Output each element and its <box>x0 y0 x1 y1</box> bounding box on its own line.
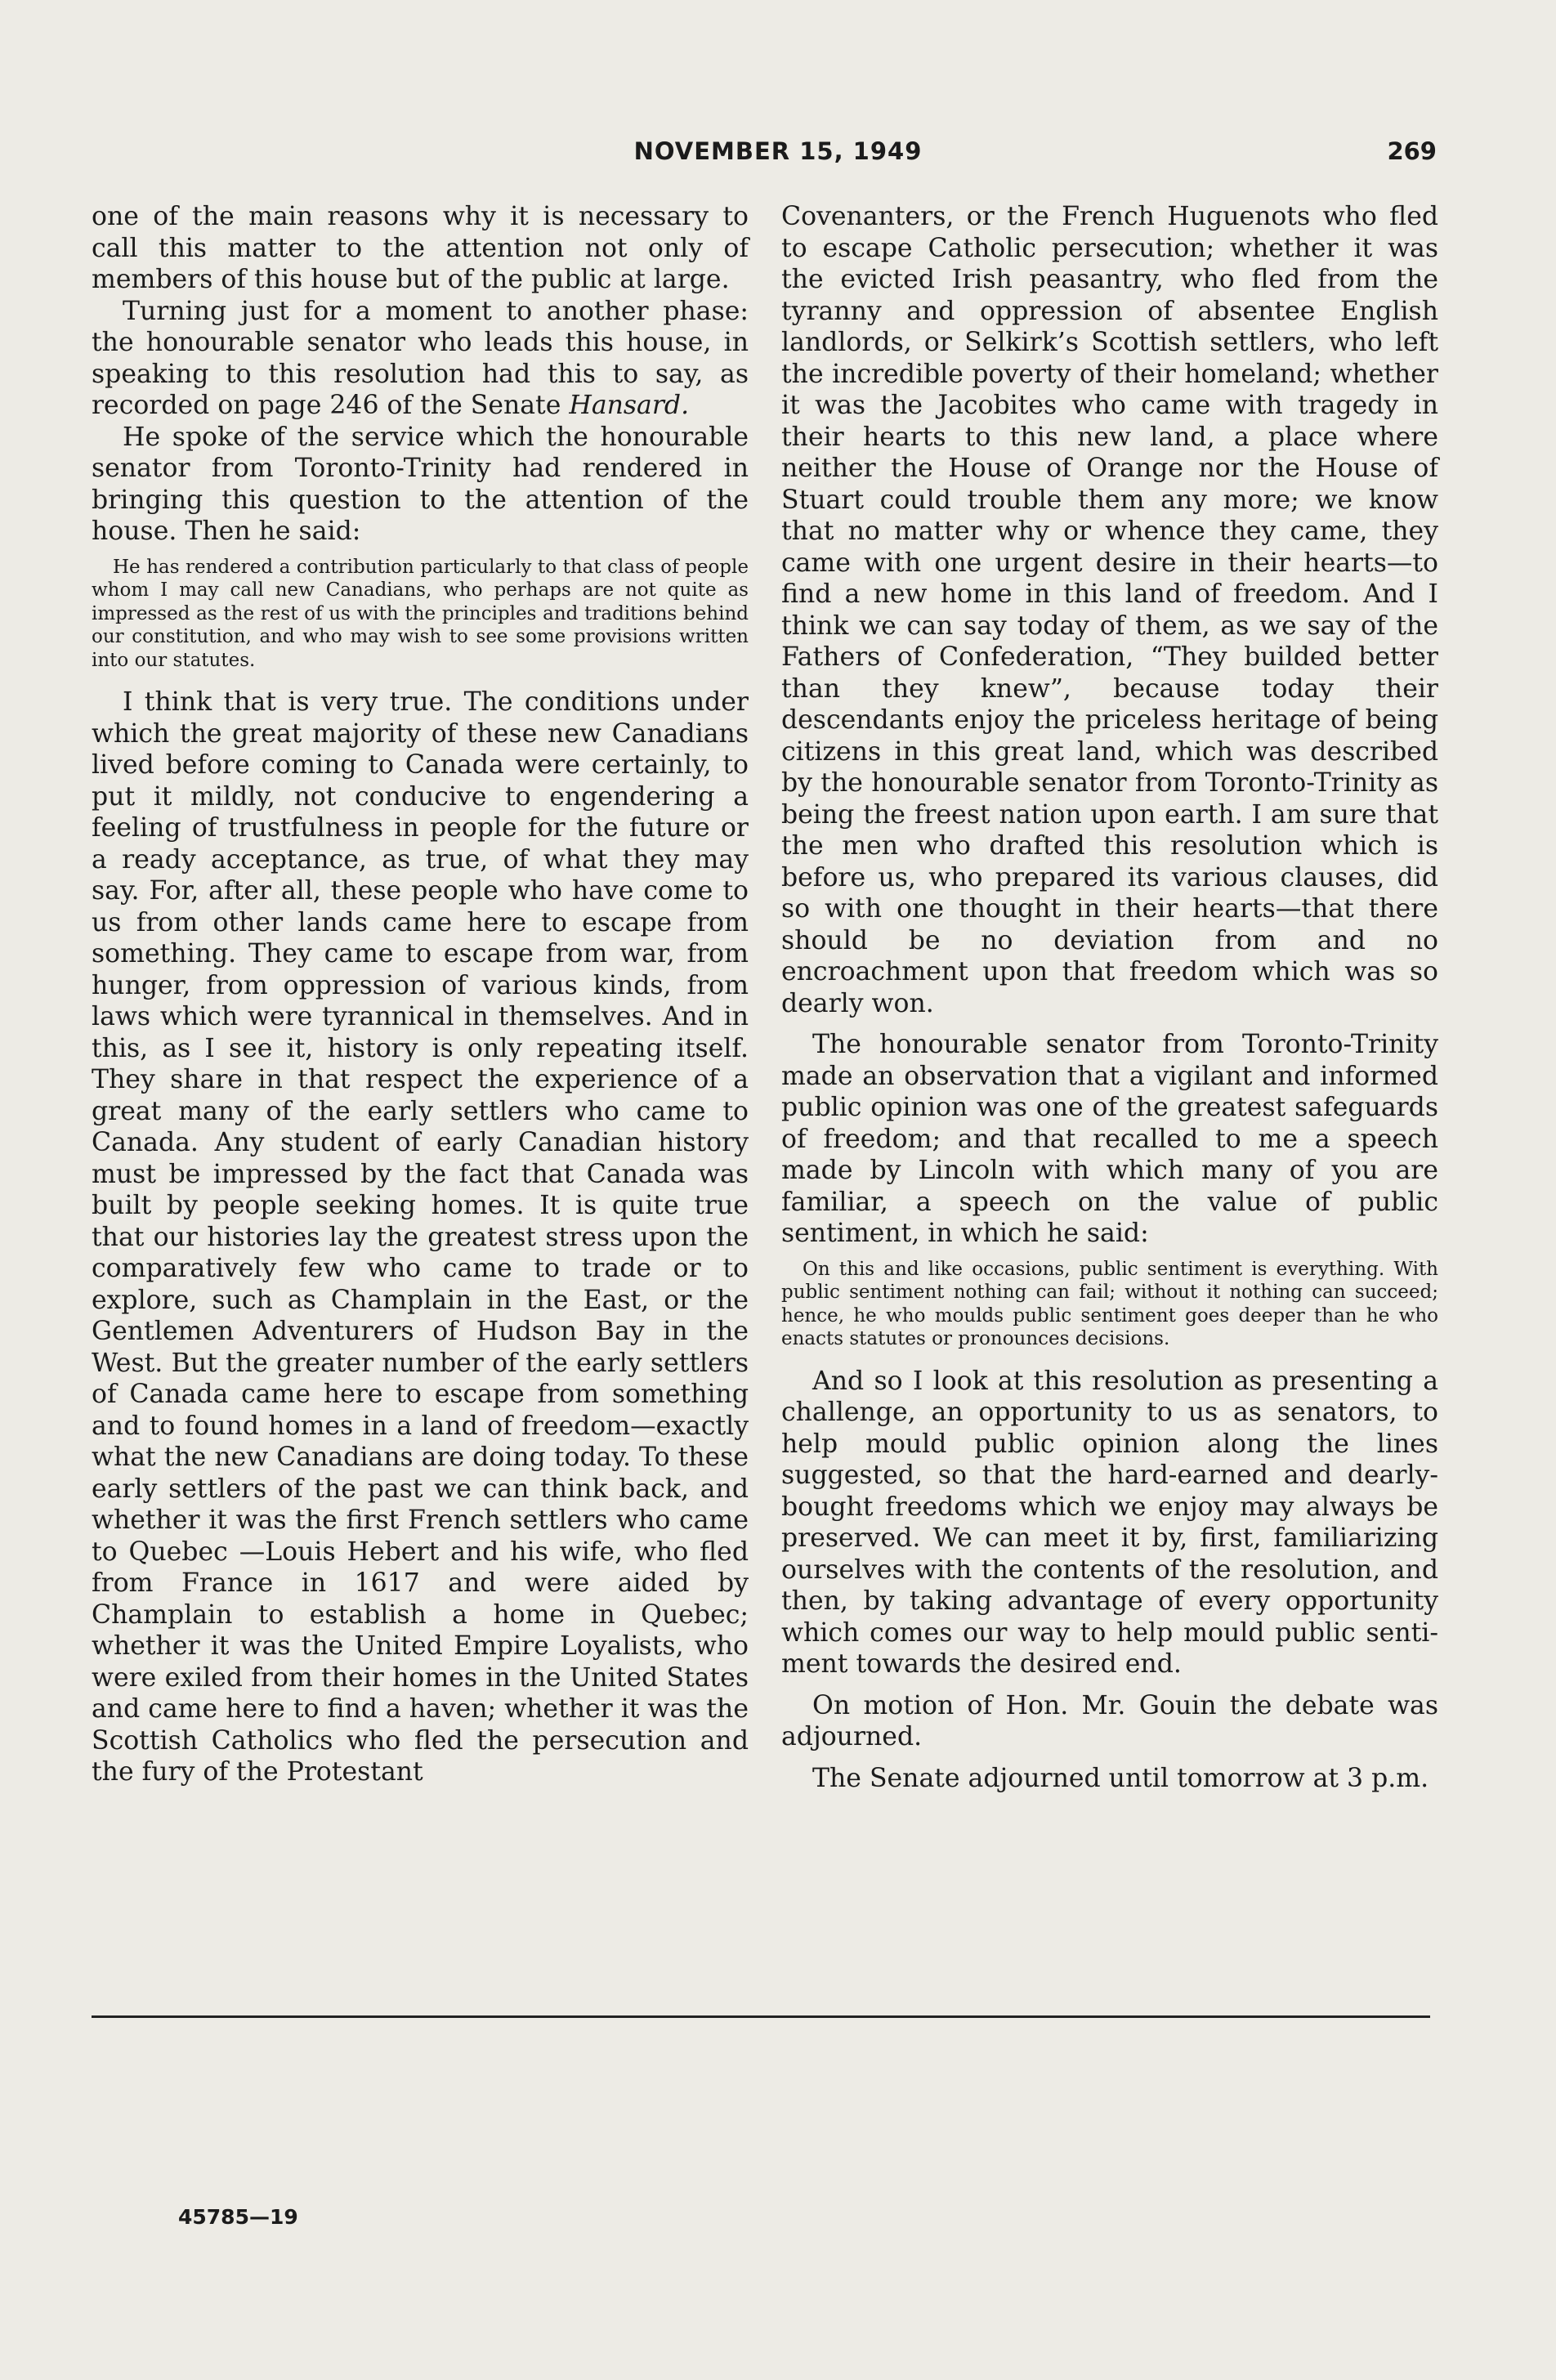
paragraph: Covenanters, or the French Huguenots who fled to escape Catholic persecution; whether it was the evicted Irish peasantry, who fled from the tyranny and oppression of absentee English landlords, or Selkirk’s Scottish settlers, who left the incredible poverty of their homeland; whether it was the Jacobites who came with tragedy in their hearts to this new land, a place where neither the House of Orange nor the House of Stuart could trouble them any more; we know that no matter why or whence they came, they came with one urgent desire in their hearts—to find a new home in this land of freedom. And I think we can say today of them, as we say of the Fathers of Confederation, “They builded better than they knew”, because today their descendants enjoy the priceless heritage of being citizens in this great land, which was described by the honourable senator from Toronto-Trinity as being the freest nation upon earth. I am sure that the men who drafted this resolution which is before us, who prepared its various clauses, did so with one thought in their hearts—that there should be no deviation from and no encroachment upon that freedom which was so dearly won. <box>781 202 1438 1018</box>
page-number: 269 <box>1387 137 1437 165</box>
running-header-date: NOVEMBER 15, 1949 <box>633 137 923 165</box>
block-quote: He has rendered a contribution particularly to that class of people whom I may call new Canadians, who perhaps are not quite as impressed as the rest of us with the principles and traditions behind our constitution, and who may wish to see some provisions written into our statutes. <box>92 556 749 671</box>
paragraph: He spoke of the service which the honourable senator from Toronto-Trinity had rendered in bringing this question to the attention of the house. Then he said: <box>92 422 749 546</box>
italic-title: Hansard. <box>569 391 690 420</box>
paragraph: And so I look at this resolution as presenting a challenge, an opportunity to us as senators, to help mould public opinion along the lines suggested, so that the hard-earned and dearly-bought freedoms which we enjoy may always be preserved. We can meet it by, first, familiarizing ourselves with the contents of the resolution, and then, by taking advantage of every opportunity which comes our way to help mould public sentiment towards the desired end. <box>781 1366 1438 1679</box>
block-quote: On this and like occasions, public sentiment is everything. With public sentiment nothing can fail; without it nothing can succeed; hence, he who moulds public sentiment goes deeper than he who enacts statutes or pronounces decisions. <box>781 1258 1438 1349</box>
paragraph: I think that is very true. The conditions under which the great majority of these new Canadians lived before coming to Canada were certainly, to put it mildly, not conducive to engendering a feeling of trustfulness in people for the future or a ready acceptance, as true, of what they may say. For, after all, these people who have come to us from other lands came here to escape from something. They came to escape from war, from hunger, from oppression of various kinds, from laws which were tyrannical in themselves. And in this, as I see it, history is only repeating itself. They share in that respect the experience of a great many of the early settlers who came to Canada. Any student of early Canadian history must be impressed by the fact that Canada was built by people seeking homes. It is quite true that our histories lay the greatest stress upon the comparatively few who came to trade or to explore, such as Champlain in the East, or the Gentlemen Adventurers of Hudson Bay in the West. But the greater number of the early settlers of Canada came here to escape from something and to found homes in a land of freedom—exactly what the new Canadians are doing today. To these early settlers of the past we can think back, and whether it was the first French settlers who came to Quebec —Louis Hebert and his wife, who fled from France in 1617 and were aided by Champlain to establish a home in Quebec; whether it was the United Empire Loyalists, who were exiled from their homes in the United States and came here to find a haven; whether it was the Scottish Catholics who fled the persecution and the fury of the Protestant <box>92 687 749 1787</box>
paragraph: The Senate adjourned until tomorrow at 3 p.m. <box>812 1763 1429 1793</box>
paragraph: On motion of Hon. Mr. Gouin the debate was adjourned. <box>781 1690 1438 1751</box>
paragraph <box>92 296 749 422</box>
footer-rule <box>92 2015 1430 2018</box>
paragraph: The honourable senator from Toronto-Trinity made an observation that a vigilant and informed public opinion was one of the greatest safeguards of freedom; and that recalled to me a speech made by Lincoln with which many of you are familiar, a speech on the value of public sentiment, in which he said: <box>781 1030 1438 1248</box>
paragraph: one of the main reasons why it is necessary to call this matter to the attention not only of members of this house but of the public at large. <box>92 202 749 294</box>
right-column <box>781 201 1438 1794</box>
print-code: 45785—19 <box>178 2205 298 2229</box>
paragraph-text: Turning just for a moment to another phase: the honourable senator who leads this house, in speaking to this resolution had this to say, as recorded on page 246 of the Senate <box>92 296 749 420</box>
left-column <box>92 201 749 1788</box>
